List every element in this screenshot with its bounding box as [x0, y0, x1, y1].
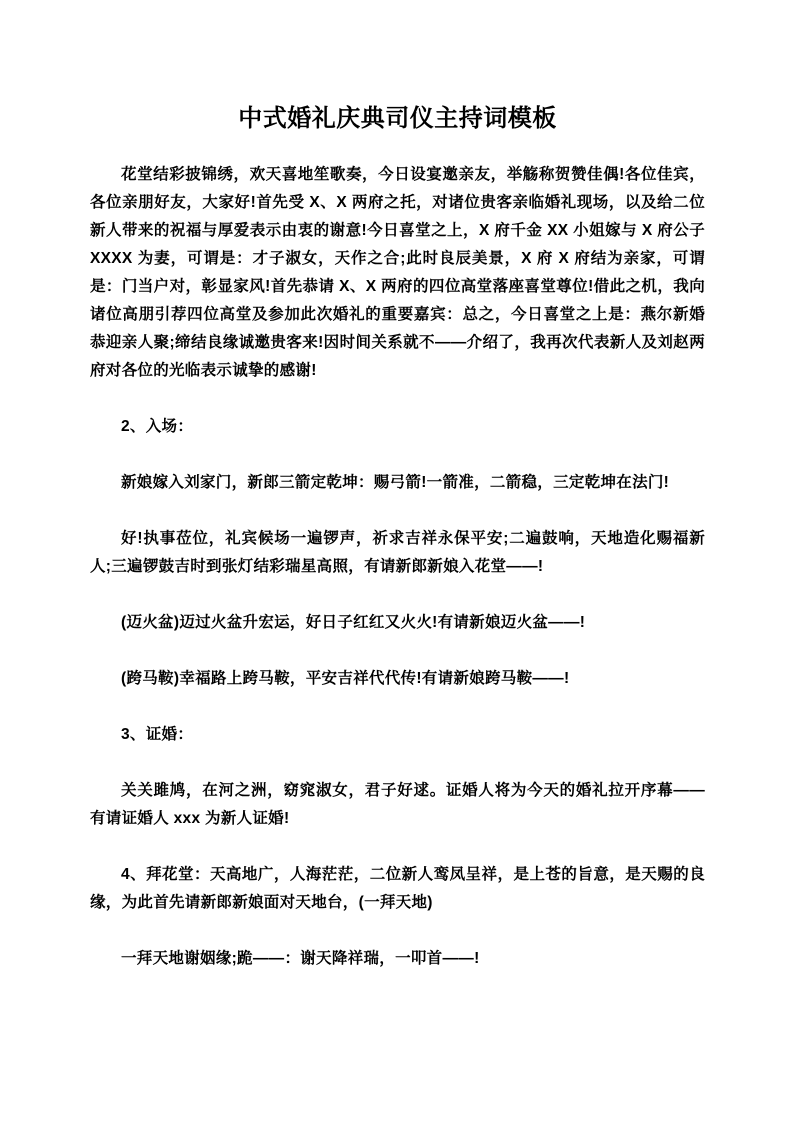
- document-title: 中式婚礼庆典司仪主持词模板: [238, 105, 557, 132]
- paragraph-saddle-crossing: (跨马鞍)幸福路上跨马鞍，平安吉祥代代传!有请新娘跨马鞍——!: [121, 670, 570, 687]
- paragraph-bride-entrance: 新娘嫁入刘家门，新郎三箭定乾坤：赐弓箭!一箭准，二箭稳，三定乾坤在法门!: [121, 474, 670, 491]
- paragraph-witness: 关关雎鸠，在河之洲，窈窕淑女，君子好逑。证婚人将为今天的婚礼拉开序幕——有请证婚人 xxx 为新人证婚!: [90, 782, 705, 827]
- paragraph-first-bow: 一拜天地谢姻缘;跪——：谢天降祥瑞，一叩首——!: [121, 950, 480, 967]
- paragraph-fire-basin: (迈火盆)迈过火盆升宏运，好日子红红又火火!有请新娘迈火盆——!: [121, 614, 586, 631]
- paragraph-section-2-heading: 2、入场：: [121, 418, 194, 435]
- paragraph-section-4-bows: 4、拜花堂：天高地广，人海茫茫，二位新人鸾凤呈祥，是上苍的旨意，是天赐的良缘，为此首先请新郎新娘面对天地台，(一拜天地): [90, 866, 705, 911]
- paragraph-gong-ceremony: 好!执事莅位，礼宾候场一遍锣声，祈求吉祥永保平安;二遍鼓响，天地造化赐福新人;三遍锣鼓吉时到张灯结彩瑞星高照，有请新郎新娘入花堂——!: [90, 530, 705, 575]
- paragraph-section-3-heading: 3、证婚：: [121, 726, 194, 743]
- paragraph-opening: 花堂结彩披锦绣，欢天喜地笙歌奏，今日设宴邀亲友，举觞称贺赞佳偶!各位佳宾，各位亲朋好友，大家好!首先受 X、X 两府之托，对诸位贵客亲临婚礼现场，以及给二位新人带来的祝福与厚爱表示由衷的谢意!今日喜堂之上，X 府千金 XX 小姐嫁与 X 府公子 XXXX 为妻，可谓是：才子淑女，天作之合;此时良辰美景，X 府 X 府结为亲家，可谓是：门当户对，彰显家风!首先恭请 X、X 两府的四位高堂落座喜堂尊位!借此之机，我向诸位高朋引荐四位高堂及参加此次婚礼的重要嘉宾：总之，今日喜堂之上是：燕尔新婚恭迎亲人聚;缔结良缘诚邀贵客来!因时间关系就不——介绍了，我再次代表新人及刘赵两府对各位的光临表示诚挚的感谢!: [90, 166, 705, 379]
